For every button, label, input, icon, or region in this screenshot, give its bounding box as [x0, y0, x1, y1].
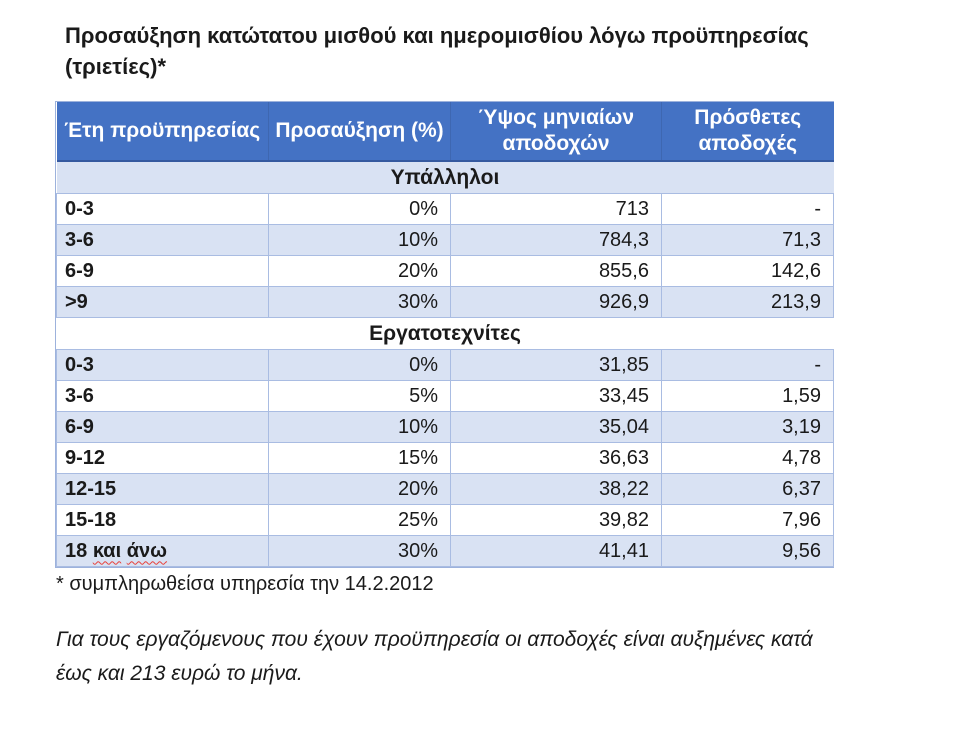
cell-additional: 6,37: [662, 474, 834, 505]
cell-additional: 9,56: [662, 536, 834, 567]
cell-increase: 0%: [269, 350, 451, 381]
table-row: [57, 505, 834, 536]
cell-monthly: 31,85: [451, 350, 662, 381]
cell-additional: 1,59: [662, 381, 834, 412]
cell-years: 0-3: [57, 194, 269, 225]
table-row: [57, 225, 834, 256]
cell-additional: 71,3: [662, 225, 834, 256]
cell-increase: 5%: [269, 381, 451, 412]
cell-increase: 20%: [269, 474, 451, 505]
section-title: Υπάλληλοι: [57, 161, 834, 194]
cell-additional: 3,19: [662, 412, 834, 443]
table-row: [57, 443, 834, 474]
cell-increase: 20%: [269, 256, 451, 287]
cell-years: >9: [57, 287, 269, 318]
document-page: [0, 20, 960, 730]
cell-monthly: 41,41: [451, 536, 662, 567]
cell-monthly: 855,6: [451, 256, 662, 287]
cell-years: 12-15: [57, 474, 269, 505]
misspelled-word: και: [92, 539, 122, 562]
cell-increase: 10%: [269, 412, 451, 443]
section-row: [57, 161, 834, 194]
cell-years: 18 και άνω: [57, 536, 269, 567]
cell-monthly: 713: [451, 194, 662, 225]
wage-table: [55, 101, 834, 568]
section-row: [57, 318, 834, 350]
cell-additional: 142,6: [662, 256, 834, 287]
header-row: [57, 102, 834, 161]
cell-increase: 0%: [269, 194, 451, 225]
cell-additional: 4,78: [662, 443, 834, 474]
table-row: [57, 350, 834, 381]
table-row: [57, 256, 834, 287]
table-row: [57, 287, 834, 318]
cell-years: 15-18: [57, 505, 269, 536]
misspelled-word: άνω: [126, 539, 168, 562]
cell-years: 3-6: [57, 381, 269, 412]
note-line-1: Για τους εργαζόμενους που έχουν προϋπηρεσία οι αποδοχές είναι αυξημένες κατά: [56, 628, 813, 651]
column-header-monthly: Ύψος μηνιαίων αποδοχών: [451, 102, 662, 161]
table-row: [57, 194, 834, 225]
wage-table-grid: [56, 102, 834, 567]
page-title: Προσαύξηση κατώτατου μισθού και ημερομισθίου λόγω προϋπηρεσίας (τριετίες)*: [65, 23, 809, 79]
column-header-years: Έτη προϋπηρεσίας: [57, 102, 269, 161]
cell-monthly: 36,63: [451, 443, 662, 474]
cell-monthly: 33,45: [451, 381, 662, 412]
column-header-increase: Προσαύξηση (%): [269, 102, 451, 161]
cell-monthly: 784,3: [451, 225, 662, 256]
cell-additional: -: [662, 350, 834, 381]
table-row: [57, 474, 834, 505]
note-line-2: έως και 213 ευρώ το μήνα.: [56, 662, 303, 685]
cell-increase: 15%: [269, 443, 451, 474]
table-body: [57, 161, 834, 567]
cell-additional: 213,9: [662, 287, 834, 318]
cell-monthly: 926,9: [451, 287, 662, 318]
cell-increase: 10%: [269, 225, 451, 256]
table-row: [57, 412, 834, 443]
table-row: [57, 536, 834, 567]
note-paragraph: [56, 623, 960, 691]
cell-monthly: 39,82: [451, 505, 662, 536]
column-header-additional: Πρόσθετες αποδοχές: [662, 102, 834, 161]
cell-years: 6-9: [57, 412, 269, 443]
cell-additional: 7,96: [662, 505, 834, 536]
cell-monthly: 38,22: [451, 474, 662, 505]
cell-years: 0-3: [57, 350, 269, 381]
cell-additional: -: [662, 194, 834, 225]
section-title: Εργατοτεχνίτες: [57, 318, 834, 350]
cell-years: 6-9: [57, 256, 269, 287]
cell-years: 3-6: [57, 225, 269, 256]
cell-monthly: 35,04: [451, 412, 662, 443]
cell-years: 9-12: [57, 443, 269, 474]
cell-increase: 30%: [269, 536, 451, 567]
table-header: [57, 102, 834, 161]
cell-increase: 25%: [269, 505, 451, 536]
table-row: [57, 381, 834, 412]
cell-increase: 30%: [269, 287, 451, 318]
footnote: * συμπληρωθείσα υπηρεσία την 14.2.2012: [56, 573, 434, 595]
